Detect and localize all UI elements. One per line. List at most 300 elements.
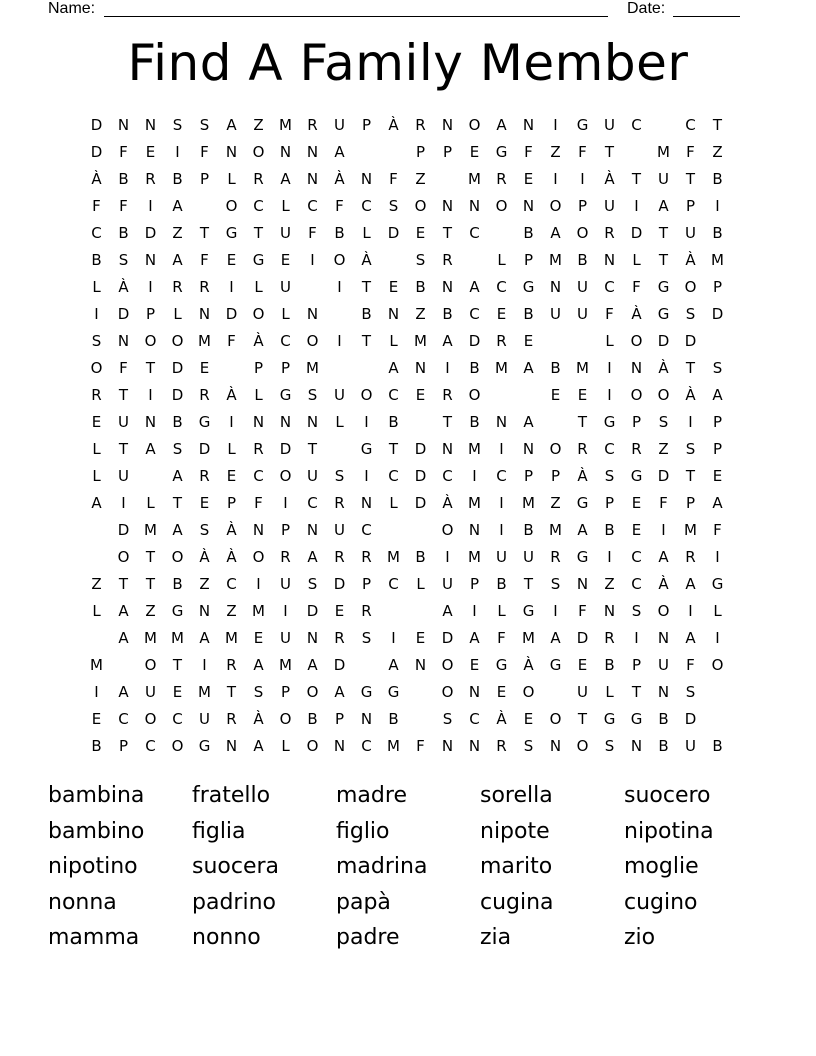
grid-cell: À (334, 170, 345, 188)
grid-cell (380, 598, 407, 625)
grid-row (83, 490, 733, 517)
grid-cell: L (92, 602, 101, 620)
grid-cell: B (334, 224, 345, 242)
grid-cell: A (307, 656, 318, 674)
grid-cell (434, 166, 461, 193)
grid-row (83, 706, 733, 733)
grid-cell: L (416, 575, 425, 593)
grid-cell: C (253, 467, 264, 485)
grid-cell: A (550, 224, 561, 242)
grid-cell: F (335, 197, 344, 215)
grid-cell: B (307, 710, 318, 728)
grid-cell: C (307, 494, 318, 512)
grid-cell: I (472, 467, 477, 485)
grid-cell: O (657, 602, 670, 620)
grid-cell: T (685, 359, 696, 377)
grid-cell: L (281, 737, 290, 755)
header (0, 0, 816, 22)
grid-cell: O (252, 305, 265, 323)
grid-cell: C (388, 575, 399, 593)
grid-cell: I (283, 602, 288, 620)
grid-cell: L (605, 683, 614, 701)
grid-cell: U (523, 548, 534, 566)
grid-cell: N (630, 359, 643, 377)
grid-cell: E (91, 413, 102, 431)
grid-cell: N (144, 251, 157, 269)
grid-cell: D (225, 305, 238, 323)
grid-cell: O (441, 521, 454, 539)
grid-cell: C (307, 197, 318, 215)
grid-cell: D (90, 143, 103, 161)
grid-cell: O (441, 656, 454, 674)
grid-cell: N (468, 197, 481, 215)
grid-cell: L (92, 278, 101, 296)
grid-cell: G (576, 548, 589, 566)
grid-cell: I (229, 278, 234, 296)
grid-cell: G (522, 278, 535, 296)
grid-cell (353, 355, 380, 382)
grid-cell: O (171, 737, 184, 755)
grid-cell: C (172, 710, 183, 728)
grid-cell: N (360, 710, 373, 728)
grid-cell: O (90, 359, 103, 377)
date-label: Date: (627, 0, 666, 17)
grid-cell (704, 706, 731, 733)
grid-cell: T (658, 224, 669, 242)
grid-cell: I (94, 305, 99, 323)
grid-cell (380, 517, 407, 544)
word-list-item: nipotino (48, 854, 138, 879)
grid-cell: T (442, 413, 453, 431)
grid-cell (650, 112, 677, 139)
grid-cell: I (364, 467, 369, 485)
grid-cell: C (145, 737, 156, 755)
grid-cell: L (146, 494, 155, 512)
grid-cell: C (361, 521, 372, 539)
grid-cell: N (144, 413, 157, 431)
grid-cell: T (685, 467, 696, 485)
word-list-item: figlio (336, 818, 390, 844)
grid-cell (218, 355, 245, 382)
grid-cell: D (414, 494, 427, 512)
grid-cell: U (604, 197, 615, 215)
word-list-item: padrino (192, 889, 276, 915)
grid-cell: R (199, 467, 210, 485)
letter-grid (83, 112, 733, 760)
grid-cell: L (362, 224, 371, 242)
grid-row (83, 382, 733, 409)
grid-cell: O (306, 332, 319, 350)
grid-cell: U (604, 116, 615, 134)
grid-cell (407, 706, 434, 733)
grid-cell: N (522, 197, 535, 215)
grid-cell: A (442, 602, 453, 620)
date-blank-line (673, 16, 740, 17)
grid-cell: M (90, 656, 103, 674)
grid-cell: P (550, 467, 561, 485)
grid-cell: À (226, 386, 237, 404)
word-list-item: zia (480, 925, 512, 950)
grid-cell: À (658, 359, 669, 377)
grid-cell: Z (91, 575, 102, 593)
grid-cell: R (253, 440, 264, 458)
grid-cell: U (550, 305, 561, 323)
grid-cell: L (92, 467, 101, 485)
grid-cell: B (712, 737, 723, 755)
grid-cell (407, 598, 434, 625)
grid-cell: P (523, 251, 534, 269)
grid-cell: À (253, 710, 264, 728)
grid-cell (83, 517, 110, 544)
grid-cell: A (253, 656, 264, 674)
grid-cell: I (202, 656, 207, 674)
grid-cell: S (253, 683, 264, 701)
grid-row (83, 166, 733, 193)
grid-cell: S (442, 710, 453, 728)
grid-cell: P (361, 116, 372, 134)
grid-cell: E (91, 710, 102, 728)
grid-cell: S (388, 197, 399, 215)
grid-cell: B (172, 575, 183, 593)
grid-cell: N (306, 305, 319, 323)
grid-cell: A (118, 629, 129, 647)
grid-cell: Z (415, 170, 426, 188)
grid-cell: Z (415, 305, 426, 323)
grid-cell: U (307, 467, 318, 485)
grid-cell: B (118, 170, 129, 188)
grid-cell (407, 409, 434, 436)
grid-cell: M (225, 629, 238, 647)
grid-cell: À (685, 251, 696, 269)
grid-cell: O (333, 251, 346, 269)
grid-cell: M (711, 251, 724, 269)
name-blank-line (104, 16, 608, 17)
grid-cell: E (415, 386, 426, 404)
grid-cell: I (607, 386, 612, 404)
grid-cell: B (604, 656, 615, 674)
grid-cell: M (198, 332, 211, 350)
grid-cell: N (630, 737, 643, 755)
grid-cell (461, 247, 488, 274)
grid-cell: R (442, 386, 453, 404)
grid-cell: N (225, 737, 238, 755)
grid-cell: D (684, 710, 697, 728)
grid-cell: I (553, 602, 558, 620)
grid-cell (353, 652, 380, 679)
grid-cell: P (280, 521, 291, 539)
grid-cell: T (145, 548, 156, 566)
grid-cell: N (441, 116, 454, 134)
grid-cell: À (604, 170, 615, 188)
grid-cell: S (631, 602, 642, 620)
grid-cell: F (578, 143, 587, 161)
grid-cell: I (580, 170, 585, 188)
grid-cell: B (91, 737, 102, 755)
grid-cell: M (144, 629, 157, 647)
grid-cell: A (280, 170, 291, 188)
grid-cell: G (576, 494, 589, 512)
grid-cell: D (333, 656, 346, 674)
grid-cell: S (307, 386, 318, 404)
grid-cell: E (496, 305, 507, 323)
grid-cell: S (685, 683, 696, 701)
grid-cell: N (576, 575, 589, 593)
grid-cell: G (387, 683, 400, 701)
grid-cell: P (712, 440, 723, 458)
grid-cell: À (226, 548, 237, 566)
word-list-item: cugino (624, 889, 698, 915)
grid-cell: B (550, 359, 561, 377)
grid-cell: S (118, 251, 129, 269)
grid-cell: P (469, 575, 480, 593)
grid-cell: I (661, 521, 666, 539)
grid-cell: M (198, 683, 211, 701)
grid-cell: E (550, 386, 561, 404)
grid-cell: N (198, 602, 211, 620)
grid-cell: D (198, 440, 211, 458)
grid-cell: A (253, 737, 264, 755)
grid-cell: N (468, 737, 481, 755)
grid-cell: A (172, 467, 183, 485)
grid-cell: L (497, 602, 506, 620)
grid-cell: À (199, 548, 210, 566)
grid-cell: G (522, 602, 535, 620)
grid-cell: I (445, 548, 450, 566)
grid-cell: N (441, 278, 454, 296)
grid-cell: B (172, 170, 183, 188)
grid-cell: E (199, 359, 210, 377)
grid-cell: À (118, 278, 129, 296)
grid-cell: Z (604, 575, 615, 593)
grid-cell (515, 382, 542, 409)
grid-cell: O (414, 197, 427, 215)
grid-cell: N (306, 143, 319, 161)
grid-cell: R (145, 170, 156, 188)
grid-cell: M (576, 359, 589, 377)
word-list-item: cugina (480, 889, 554, 915)
grid-cell: U (280, 224, 291, 242)
grid-cell: R (361, 602, 372, 620)
grid-row (83, 247, 733, 274)
grid-cell: G (495, 656, 508, 674)
grid-row (83, 328, 733, 355)
grid-cell: G (657, 305, 670, 323)
grid-cell: L (227, 440, 236, 458)
grid-cell (488, 220, 515, 247)
grid-cell: A (712, 494, 723, 512)
grid-cell: L (389, 494, 398, 512)
grid-cell: C (469, 710, 480, 728)
grid-cell: O (711, 656, 724, 674)
grid-cell: G (711, 575, 724, 593)
grid-cell: S (361, 629, 372, 647)
grid-cell: C (253, 197, 264, 215)
grid-cell: N (522, 116, 535, 134)
grid-cell: E (145, 143, 156, 161)
grid-cell: B (361, 305, 372, 323)
grid-cell: L (173, 305, 182, 323)
grid-cell: N (198, 305, 211, 323)
grid-cell: C (685, 116, 696, 134)
grid-cell: N (252, 413, 265, 431)
grid-cell: À (577, 467, 588, 485)
grid-cell: A (388, 656, 399, 674)
grid-cell: B (658, 710, 669, 728)
grid-cell: D (333, 575, 346, 593)
grid-cell (191, 193, 218, 220)
grid-cell: A (388, 359, 399, 377)
grid-cell: P (415, 143, 426, 161)
grid-cell: S (91, 332, 102, 350)
grid-cell: R (199, 386, 210, 404)
grid-cell: N (279, 143, 292, 161)
grid-cell: I (499, 494, 504, 512)
grid-cell: À (91, 170, 102, 188)
grid-cell: M (306, 359, 319, 377)
grid-cell: D (414, 467, 427, 485)
grid-cell: Z (199, 575, 210, 593)
grid-cell: O (306, 683, 319, 701)
word-list-item: fratello (192, 783, 271, 808)
grid-cell: E (469, 143, 480, 161)
grid-cell: M (684, 521, 697, 539)
grid-row (83, 409, 733, 436)
grid-cell: M (468, 548, 481, 566)
grid-cell: E (523, 710, 534, 728)
grid-cell: G (576, 116, 589, 134)
grid-cell: À (685, 386, 696, 404)
grid-cell: À (658, 575, 669, 593)
grid-cell: P (685, 197, 696, 215)
grid-cell: I (391, 629, 396, 647)
grid-row (83, 139, 733, 166)
word-list-item: marito (480, 854, 553, 879)
grid-cell: F (497, 629, 506, 647)
grid-cell: D (171, 359, 184, 377)
grid-row (83, 733, 733, 760)
grid-cell: C (631, 575, 642, 593)
grid-cell: O (360, 386, 373, 404)
grid-cell: E (199, 494, 210, 512)
grid-cell: B (712, 170, 723, 188)
word-list-item: madre (336, 783, 407, 808)
word-row (48, 920, 768, 956)
grid-cell: R (280, 548, 291, 566)
word-list-item: figlia (192, 818, 246, 844)
grid-cell: L (335, 413, 344, 431)
grid-cell: S (199, 116, 210, 134)
grid-cell: R (334, 548, 345, 566)
grid-cell: I (715, 197, 720, 215)
grid-cell: O (468, 386, 481, 404)
grid-cell: A (469, 629, 480, 647)
grid-cell (380, 139, 407, 166)
grid-cell: A (145, 440, 156, 458)
word-list-item: suocera (192, 854, 280, 879)
word-list-item: bambino (48, 818, 145, 844)
grid-cell: T (577, 710, 588, 728)
grid-cell: R (361, 548, 372, 566)
grid-cell: C (442, 467, 453, 485)
grid-cell: P (631, 413, 642, 431)
grid-cell (623, 139, 650, 166)
grid-cell (137, 463, 164, 490)
grid-cell: N (387, 305, 400, 323)
grid-cell (542, 409, 569, 436)
grid-cell: L (713, 602, 722, 620)
grid-cell: S (172, 116, 183, 134)
grid-cell: N (117, 332, 130, 350)
word-list-item: nonna (48, 889, 117, 915)
grid-cell: G (495, 143, 508, 161)
grid-cell: N (603, 602, 616, 620)
grid-cell: F (308, 224, 317, 242)
grid-cell: R (91, 386, 102, 404)
grid-cell: O (171, 548, 184, 566)
grid-cell (326, 436, 353, 463)
grid-cell: L (632, 251, 641, 269)
grid-cell: I (94, 683, 99, 701)
grid-row (83, 274, 733, 301)
grid-cell: L (254, 278, 263, 296)
grid-cell: C (469, 305, 480, 323)
grid-cell: A (577, 521, 588, 539)
grid-cell: U (199, 710, 210, 728)
grid-cell: F (578, 602, 587, 620)
grid-cell: C (631, 548, 642, 566)
grid-cell: R (577, 440, 588, 458)
grid-cell: S (172, 440, 183, 458)
grid-cell: À (388, 116, 399, 134)
grid-cell: U (577, 683, 588, 701)
grid-cell: O (225, 197, 238, 215)
grid-cell: À (631, 305, 642, 323)
grid-cell: I (175, 143, 180, 161)
grid-cell: U (658, 170, 669, 188)
word-list-item: moglie (624, 854, 699, 879)
grid-cell: N (657, 629, 670, 647)
grid-cell: S (415, 251, 426, 269)
grid-cell: M (414, 332, 427, 350)
word-list-item: bambina (48, 783, 145, 808)
grid-cell: M (468, 170, 481, 188)
grid-cell: B (604, 521, 615, 539)
grid-cell: Z (712, 143, 723, 161)
word-list-item: nipotina (624, 818, 714, 844)
grid-cell: C (496, 467, 507, 485)
word-list-item: suocero (624, 783, 711, 808)
grid-cell: Z (550, 143, 561, 161)
grid-cell: A (226, 116, 237, 134)
grid-cell: C (388, 467, 399, 485)
grid-cell: C (388, 386, 399, 404)
grid-cell: T (631, 170, 642, 188)
grid-cell: O (549, 440, 562, 458)
grid-cell: M (252, 602, 265, 620)
grid-cell (326, 301, 353, 328)
grid-cell: N (468, 521, 481, 539)
grid-row (83, 463, 733, 490)
grid-cell: M (468, 494, 481, 512)
grid-cell: B (388, 413, 399, 431)
grid-cell: D (657, 332, 670, 350)
grid-cell: N (549, 737, 562, 755)
grid-cell: D (630, 224, 643, 242)
grid-cell: M (144, 521, 157, 539)
grid-cell: I (634, 629, 639, 647)
grid-cell: B (388, 710, 399, 728)
grid-cell: I (148, 197, 153, 215)
